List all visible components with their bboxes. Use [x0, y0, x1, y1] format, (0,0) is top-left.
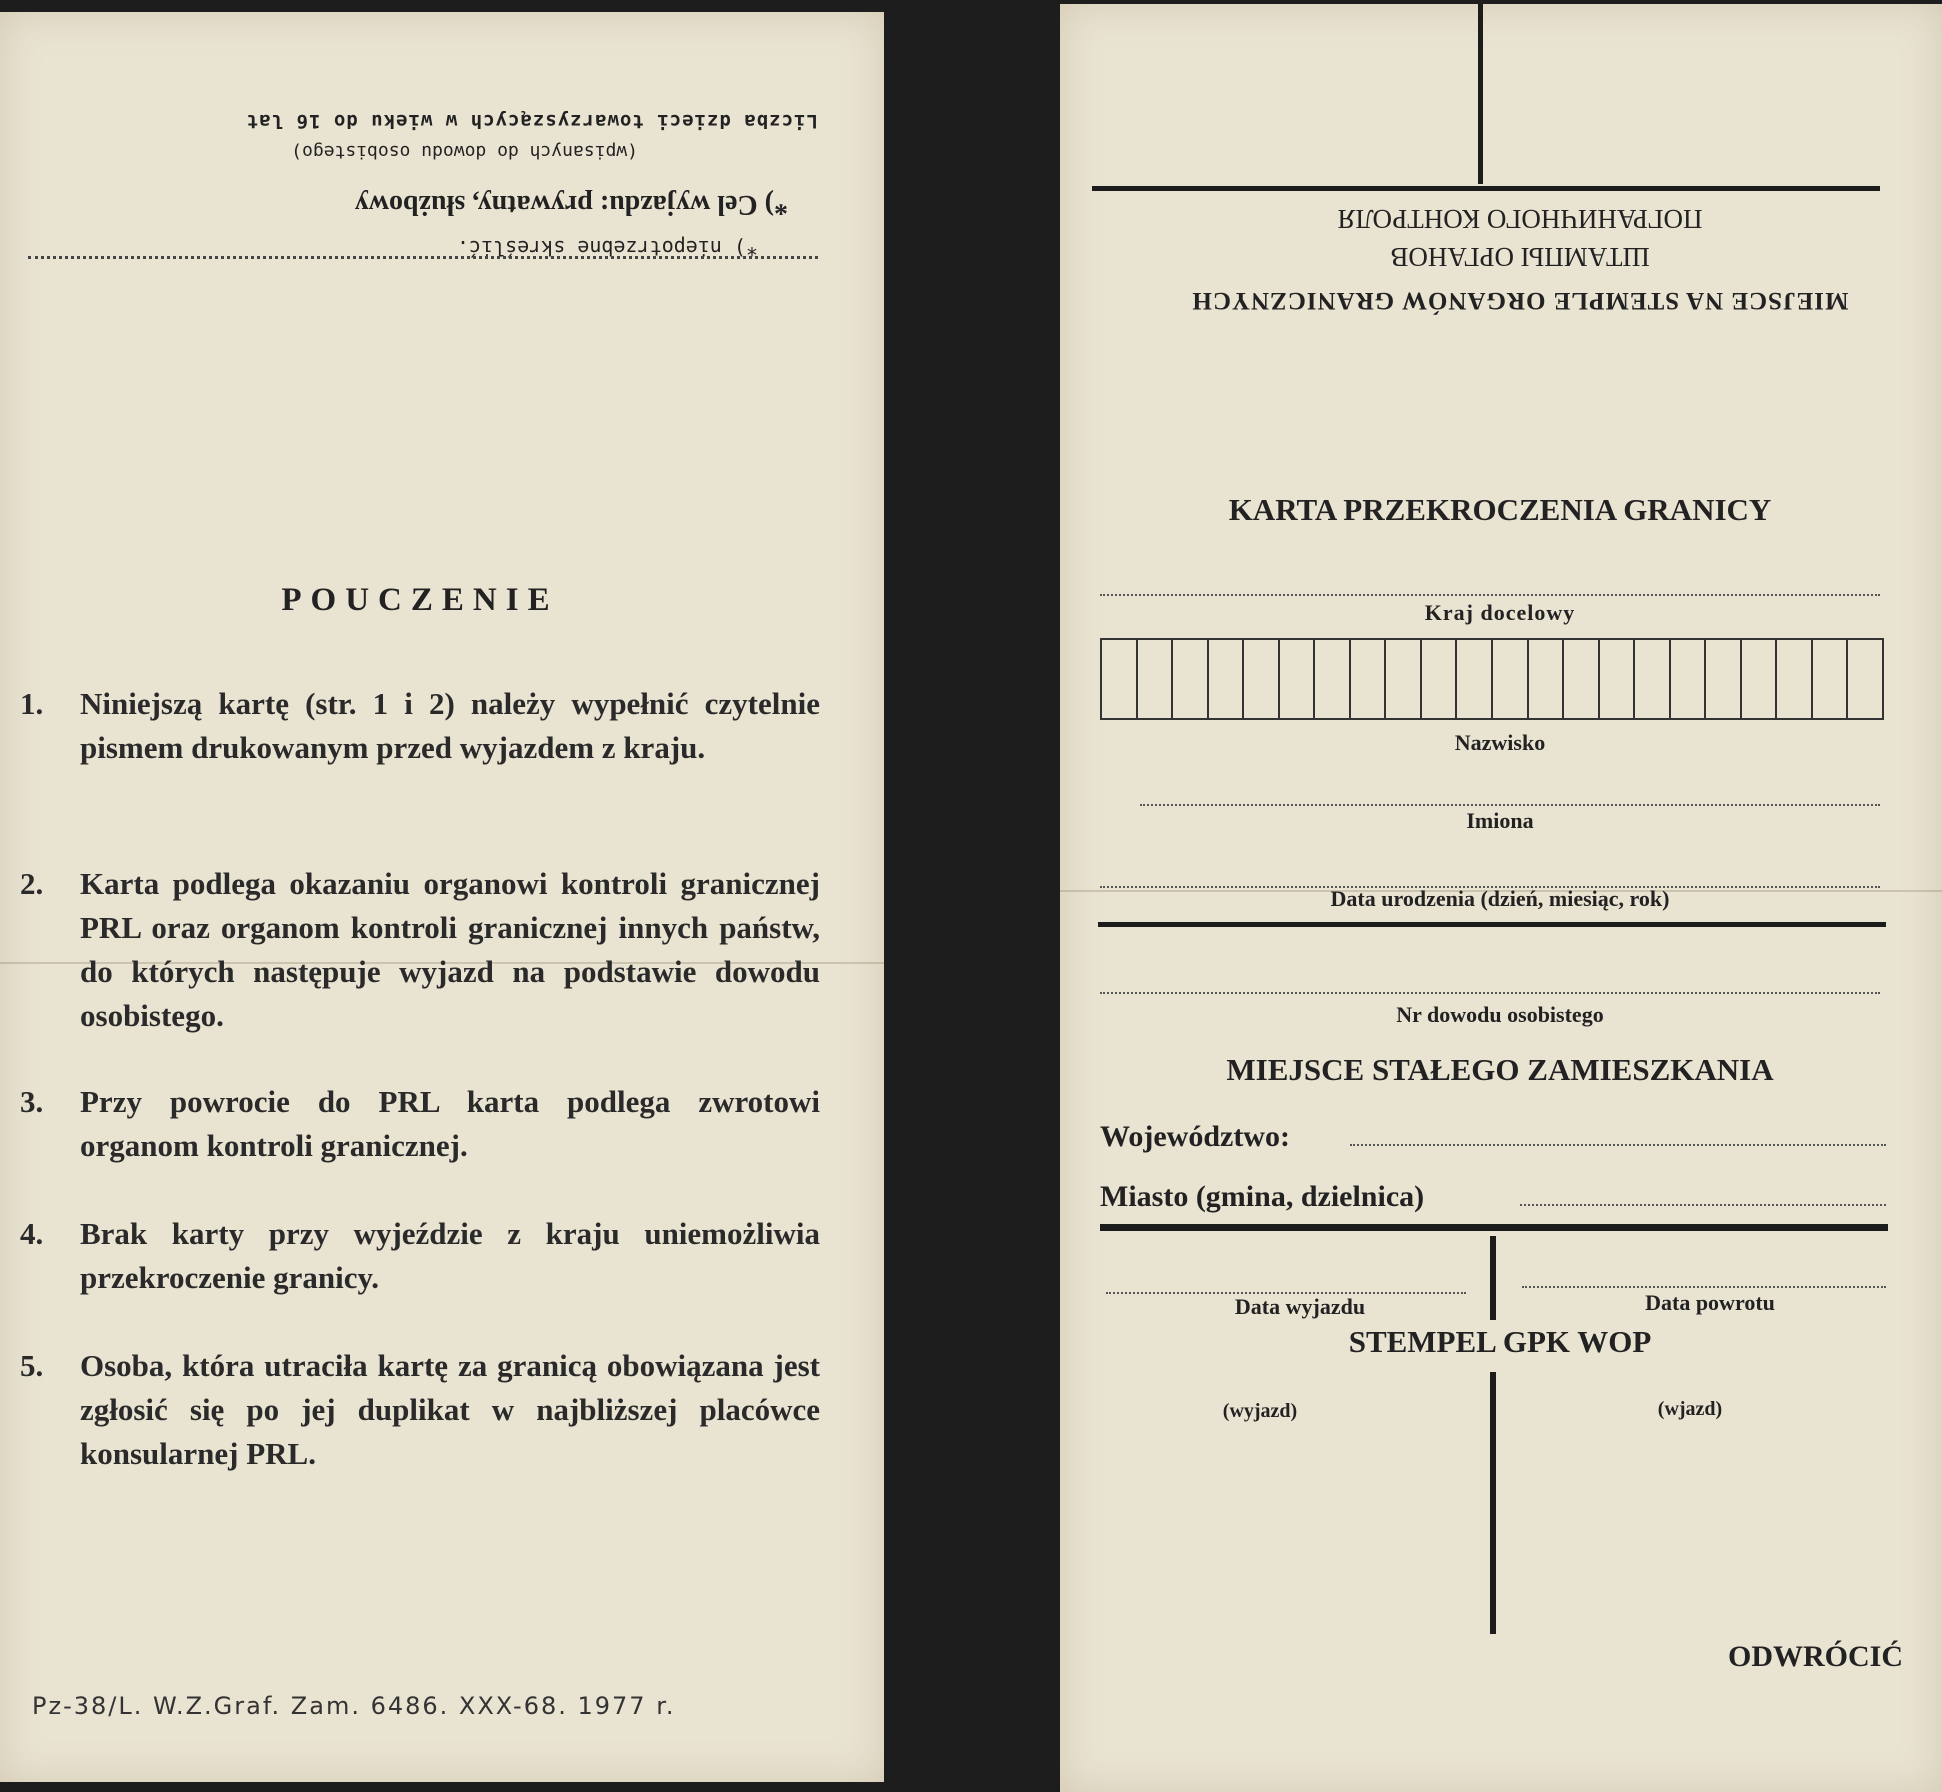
voivodeship-dotted-line[interactable]	[1350, 1144, 1886, 1146]
section-rule	[1098, 922, 1886, 927]
dotted-separator	[28, 256, 818, 259]
instruction-text: Brak karty przy wyjeździe z kraju uniemożliwia przekroczenie granicy.	[80, 1216, 820, 1295]
surname-label: Nazwisko	[1454, 730, 1546, 755]
instruction-number: 5.	[20, 1348, 44, 1383]
instruction-item	[20, 682, 820, 822]
residence-heading: MIEJSCE STAŁEGO ZAMIESZKANIA	[1226, 1052, 1774, 1087]
stamp-heading: STEMPEL GPK WOP	[1348, 1324, 1652, 1359]
return-date-dotted-line[interactable]	[1522, 1286, 1886, 1288]
date-divider	[1490, 1236, 1496, 1320]
page-title: POUCZENIE	[281, 582, 559, 618]
instruction-item	[20, 1080, 820, 1170]
inverted-header	[28, 82, 818, 272]
city-label: Miasto (gmina, dzielnica)	[1100, 1180, 1425, 1213]
instruction-number: 1.	[20, 686, 44, 721]
left-page	[0, 12, 884, 1782]
strike-note: *) niepotrzebne skreślić.	[456, 236, 758, 260]
stamp-box-rule	[1092, 186, 1880, 191]
stamp-caption-ru-1: ШТАМПЫ ОРГАНОВ	[1390, 242, 1650, 272]
stamp-caption-ru-2: ПОГРАНИЧНОГО КОНТРОЛЯ	[1337, 204, 1703, 234]
voivodeship-label: Województwo:	[1100, 1120, 1290, 1153]
entry-label: (wjazd)	[1657, 1398, 1723, 1420]
purpose-line: *) Cel wyjazdu: prywatny, służbowy	[354, 189, 788, 220]
instruction-text: Osoba, która utraciła kartę za granicą obowiązana jest zgłosić się po jej duplikat w najbliższej placówce konsularnej PRL.	[80, 1348, 820, 1471]
stamp-caption-pl: MIEJSCE NA STEMPLE ORGANÓW GRANICZNYCH	[1191, 287, 1849, 314]
stamp-divider	[1490, 1372, 1496, 1634]
instruction-text: Karta podlega okazaniu organowi kontroli granicznej PRL oraz organom kontroli granicznej innych państw, do których następuje wyjazd na podstawie dowodu osobistego.	[80, 866, 820, 1033]
print-footer: Pz-38/L. W.Z.Graf. Zam. 6486. XXX-68. 1977 r.	[32, 1692, 676, 1720]
inverted-stamp-caption	[1090, 194, 1942, 314]
instruction-item	[20, 862, 820, 1042]
instruction-number: 2.	[20, 866, 44, 901]
instruction-item	[20, 1344, 820, 1484]
exit-label: (wyjazd)	[1222, 1400, 1298, 1422]
destination-label: Kraj docelowy	[1424, 600, 1576, 625]
surname-letter-boxes[interactable]	[1100, 638, 1884, 720]
section-rule	[1100, 1224, 1888, 1231]
instruction-number: 3.	[20, 1084, 44, 1119]
instruction-item	[20, 1212, 820, 1302]
city-dotted-line[interactable]	[1520, 1204, 1886, 1206]
return-date-label: Data powrotu	[1645, 1290, 1775, 1315]
id-number-dotted-line[interactable]	[1100, 992, 1880, 994]
children-line: Liczba dzieci towarzyszących w wieku do 16 lat	[245, 110, 818, 132]
right-page	[1060, 4, 1942, 1792]
birth-date-label: Data urodzenia (dzień, miesiąc, rok)	[1330, 886, 1670, 911]
departure-date-label: Data wyjazdu	[1234, 1294, 1366, 1319]
card-title: KARTA PRZEKROCZENIA GRANICY	[1228, 492, 1772, 527]
instruction-number: 4.	[20, 1216, 44, 1251]
id-number-label: Nr dowodu osobistego	[1396, 1002, 1604, 1027]
turn-over-note: ODWRÓCIĆ	[1728, 1640, 1904, 1673]
instruction-text: Niniejszą kartę (str. 1 i 2) należy wypełnić czytelnie pismem drukowanym przed wyjazdem z kraju.	[80, 686, 820, 765]
written-note: (wpisanych do dowodu osobistego)	[291, 141, 638, 162]
first-names-label: Imiona	[1466, 808, 1534, 833]
stamp-box-divider	[1478, 4, 1483, 184]
instruction-text: Przy powrocie do PRL karta podlega zwrotowi organom kontroli granicznej.	[80, 1084, 820, 1163]
first-names-dotted-line[interactable]	[1140, 804, 1880, 806]
destination-dotted-line	[1100, 594, 1880, 596]
